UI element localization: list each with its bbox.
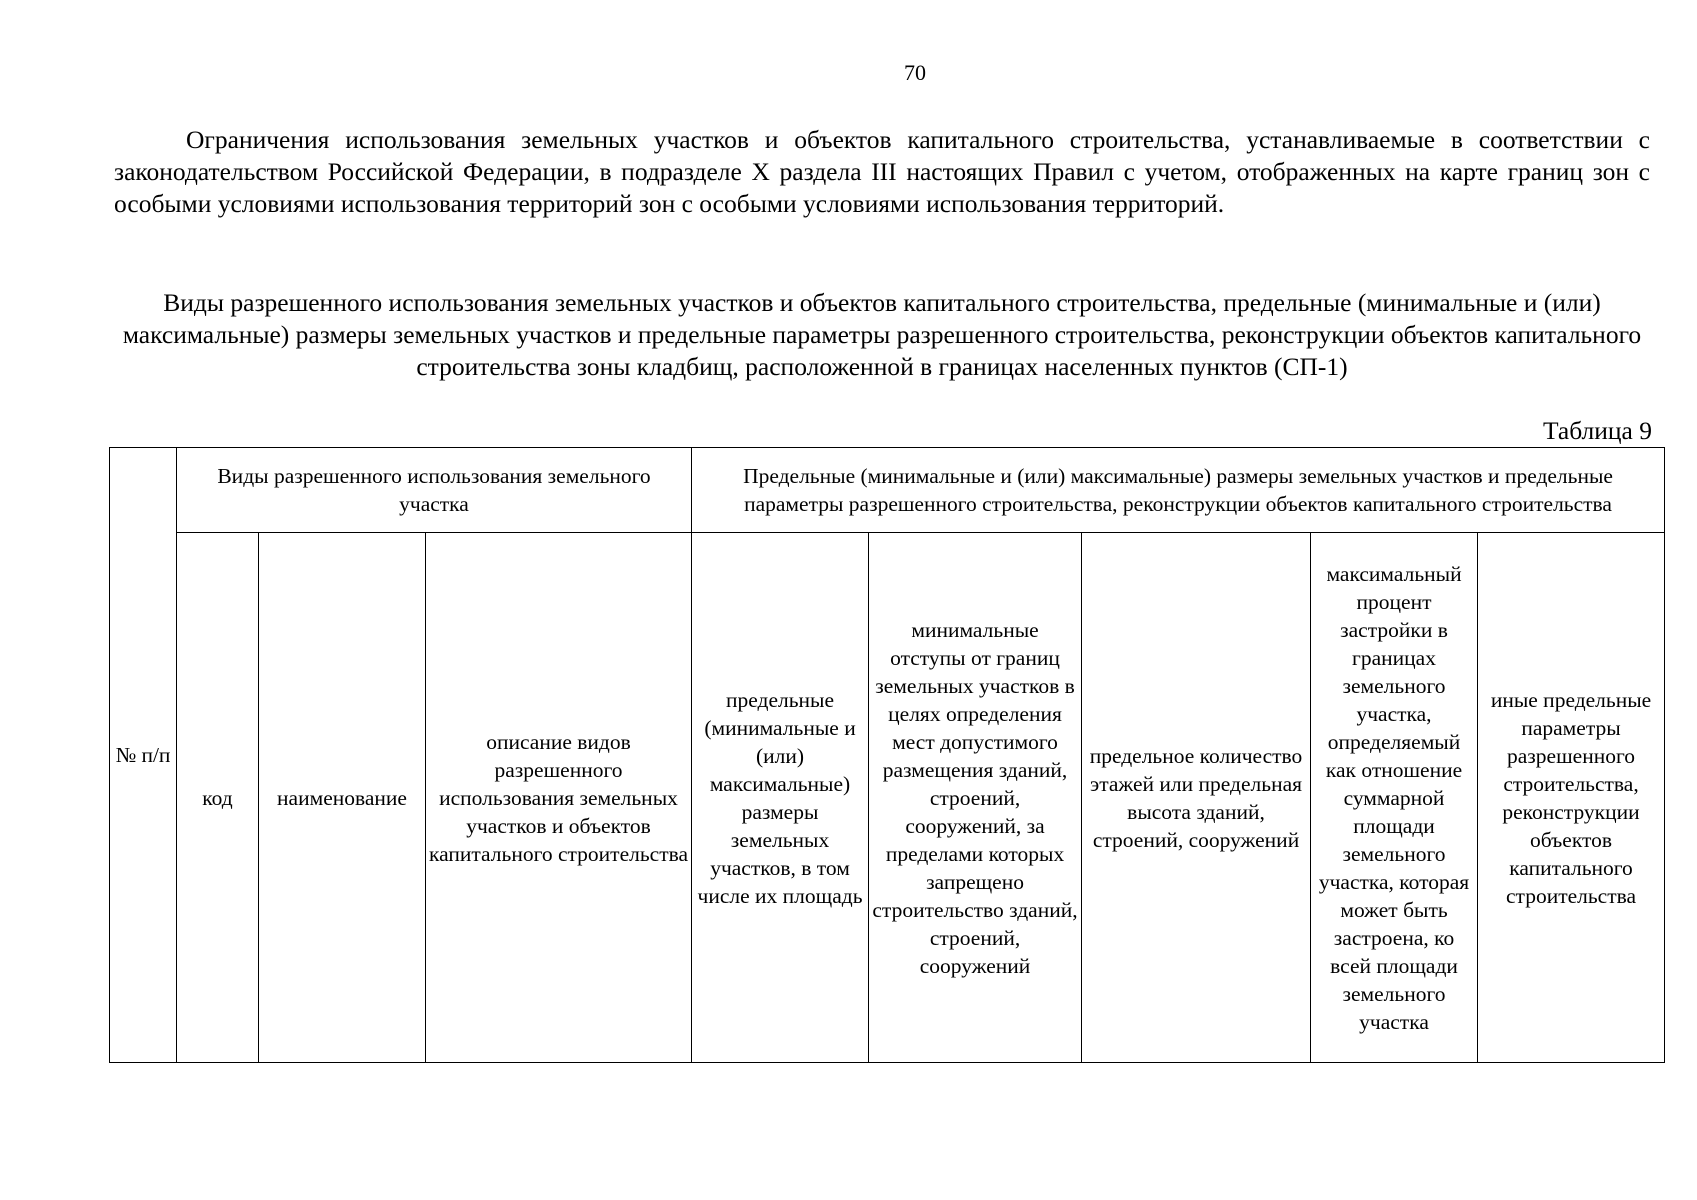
header-num: № п/п bbox=[115, 743, 171, 767]
header-sizes: предельные (минимальные и (или) максимальные) размеры земельных участков, в том числе их площадь bbox=[697, 687, 863, 908]
header-name-cell bbox=[259, 533, 426, 1063]
header-coverage-cell bbox=[1311, 533, 1478, 1063]
header-group-use: Виды разрешенного использования земельного участка bbox=[217, 464, 651, 516]
header-group-use-cell bbox=[177, 448, 692, 533]
intro-paragraph: Ограничения использования земельных участков и объектов капитального строительства, устанавливаемые в соответствии с законодательством Российской Федерации, в подразделе X раздела III настоящих Правил с учетом, отображенных на карте границ зон с особыми условиями использования территорий зон с особыми условиями использования территорий. bbox=[114, 125, 1650, 218]
header-name: наименование bbox=[277, 785, 407, 810]
header-coverage: максимальный процент застройки в границах земельного участка, определяемый как отношение суммарной площади земельного участка, которая может быть застроена, ко всей площади земельного участка bbox=[1318, 561, 1470, 1034]
header-other: иные предельные параметры разрешенного строительства, реконструкции объектов капитального строительства bbox=[1490, 687, 1652, 908]
header-code: код bbox=[202, 785, 233, 810]
header-other-cell bbox=[1478, 533, 1665, 1063]
page-number: 70 bbox=[904, 60, 926, 85]
table-header-row-2 bbox=[110, 533, 1665, 1063]
header-num-cell bbox=[110, 448, 177, 1063]
header-description-cell bbox=[426, 533, 692, 1063]
header-group-limits: Предельные (минимальные и (или) максимальные) размеры земельных участков и предельные параметры разрешенного строительства, реконструкции объектов капитального строительства bbox=[743, 464, 1613, 516]
regulations-table bbox=[109, 447, 1665, 1063]
header-code-cell bbox=[177, 533, 259, 1063]
header-floors: предельное количество этажей или предельная высота зданий, строений, сооружений bbox=[1089, 743, 1303, 852]
header-floors-cell bbox=[1082, 533, 1311, 1063]
header-group-limits-cell bbox=[692, 448, 1665, 533]
header-description: описание видов разрешенного использования земельных участков и объектов капитального строительства bbox=[429, 729, 689, 866]
header-setbacks: минимальные отступы от границ земельных участков в целях определения мест допустимого размещения зданий, строений, сооружений, за пределами которых запрещено строительство зданий, строений, сооружений bbox=[872, 617, 1078, 978]
header-sizes-cell bbox=[692, 533, 869, 1063]
header-setbacks-cell bbox=[869, 533, 1082, 1063]
table-header-row-1 bbox=[110, 448, 1665, 533]
table-caption: Таблица 9 bbox=[1542, 416, 1652, 445]
section-heading: Виды разрешенного использования земельных участков и объектов капитального строительства, предельные (минимальные и (или) максимальные) размеры земельных участков и предельные параметры разрешенного строительства, реконструкции объектов капитального строительства зоны кладбищ, расположенной в границах населенных пунктов (СП-1) bbox=[122, 288, 1642, 381]
